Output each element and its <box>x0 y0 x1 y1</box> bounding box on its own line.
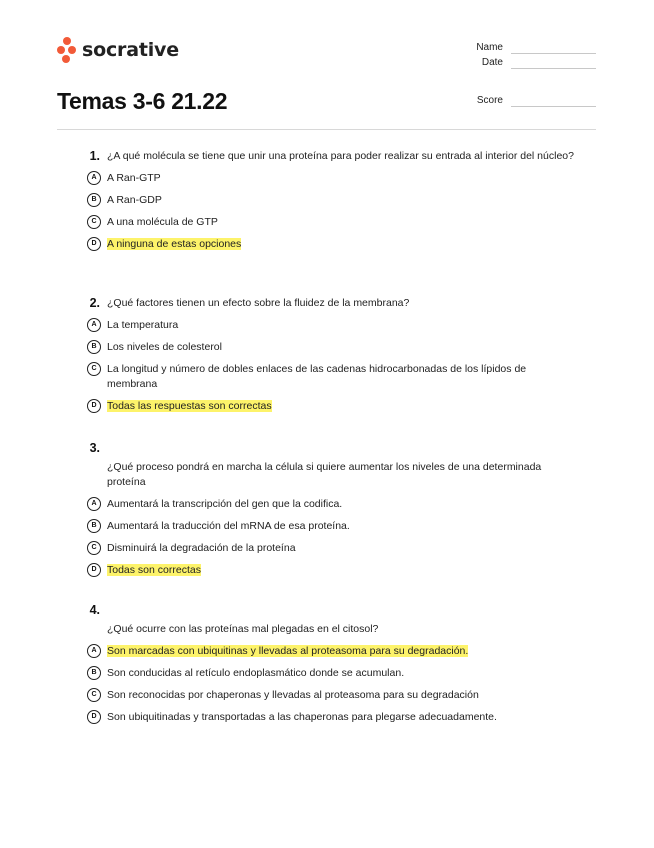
option-letter-circle: C <box>87 688 101 702</box>
option-c <box>58 541 578 556</box>
option-text: A Ran-GTP <box>107 172 161 184</box>
correct-answer-highlight: Todas son correctas <box>107 564 201 576</box>
date-field <box>463 57 596 69</box>
quiz-title: Temas 3-6 21.22 <box>57 88 228 114</box>
option-letter-circle: A <box>87 171 101 185</box>
name-label: Name <box>476 42 503 53</box>
date-label: Date <box>481 57 503 68</box>
option-letter-circle: B <box>87 666 101 680</box>
question-number: 2. <box>89 296 100 310</box>
option-c <box>58 362 578 392</box>
question-text: ¿Qué ocurre con las proteínas mal plegadas en el citosol? <box>107 623 379 635</box>
option-b <box>58 193 578 208</box>
score-field <box>463 95 596 107</box>
option-text: La temperatura <box>107 319 179 331</box>
option-b <box>58 519 578 534</box>
option-letter-circle: D <box>87 399 101 413</box>
question-4 <box>58 603 578 725</box>
option-text: La longitud y número de dobles enlaces de las cadenas hidrocarbonadas de los lípidos de membrana <box>107 363 527 390</box>
correct-answer-highlight: A ninguna de estas opciones <box>107 238 242 250</box>
name-field <box>463 42 596 54</box>
socrative-logo-icon <box>57 37 77 63</box>
option-letter-circle: D <box>87 710 101 724</box>
correct-answer-highlight: Son marcadas con ubiquitinas y llevadas al proteasoma para su degradación. <box>107 645 469 657</box>
option-letter-circle: D <box>87 237 101 251</box>
option-a <box>58 497 578 512</box>
option-letter-circle: D <box>87 563 101 577</box>
option-letter-circle: C <box>87 362 101 376</box>
option-letter-circle: B <box>87 340 101 354</box>
logo-text: socrative <box>82 39 179 61</box>
option-text: Aumentará la traducción del mRNA de esa proteína. <box>107 520 350 532</box>
option-text: A una molécula de GTP <box>107 216 218 228</box>
option-d <box>58 399 578 414</box>
question-text: ¿Qué factores tienen un efecto sobre la fluidez de la membrana? <box>107 297 410 309</box>
option-c <box>58 688 578 703</box>
question-3 <box>58 441 578 578</box>
option-d <box>58 563 578 578</box>
option-text: Son reconocidas por chaperonas y llevadas al proteasoma para su degradación <box>107 689 479 701</box>
option-d <box>58 710 578 725</box>
date-line <box>511 60 596 69</box>
option-letter-circle: A <box>87 644 101 658</box>
question-2 <box>58 296 578 414</box>
option-b <box>58 340 578 355</box>
option-text: Son conducidas al retículo endoplasmático donde se acumulan. <box>107 667 405 679</box>
option-letter-circle: C <box>87 215 101 229</box>
socrative-logo <box>57 37 179 63</box>
option-letter-circle: B <box>87 193 101 207</box>
question-text: ¿Qué proceso pondrá en marcha la célula si quiere aumentar los niveles de una determinada proteína <box>107 461 542 488</box>
correct-answer-highlight: Todas las respuestas son correctas <box>107 400 272 412</box>
option-letter-circle: A <box>87 497 101 511</box>
question-1 <box>58 149 578 252</box>
option-text: A Ran-GDP <box>107 194 162 206</box>
question-number: 3. <box>89 441 100 455</box>
option-a <box>58 644 578 659</box>
option-text: Disminuirá la degradación de la proteína <box>107 542 296 554</box>
option-a <box>58 171 578 186</box>
option-a <box>58 318 578 333</box>
question-text: ¿A qué molécula se tiene que unir una proteína para poder realizar su entrada al interior del núcleo? <box>107 150 574 162</box>
option-letter-circle: C <box>87 541 101 555</box>
option-text: Son ubiquitinadas y transportadas a las chaperonas para plegarse adecuadamente. <box>107 711 497 723</box>
option-c <box>58 215 578 230</box>
option-letter-circle: A <box>87 318 101 332</box>
name-line <box>511 45 596 54</box>
option-d <box>58 237 578 252</box>
score-line <box>511 98 596 107</box>
option-text: Aumentará la transcripción del gen que la codifica. <box>107 498 343 510</box>
option-text: Los niveles de colesterol <box>107 341 222 353</box>
header-divider <box>57 129 596 130</box>
question-number: 4. <box>89 603 100 617</box>
score-label: Score <box>476 95 503 106</box>
option-letter-circle: B <box>87 519 101 533</box>
question-number: 1. <box>89 149 100 163</box>
option-b <box>58 666 578 681</box>
